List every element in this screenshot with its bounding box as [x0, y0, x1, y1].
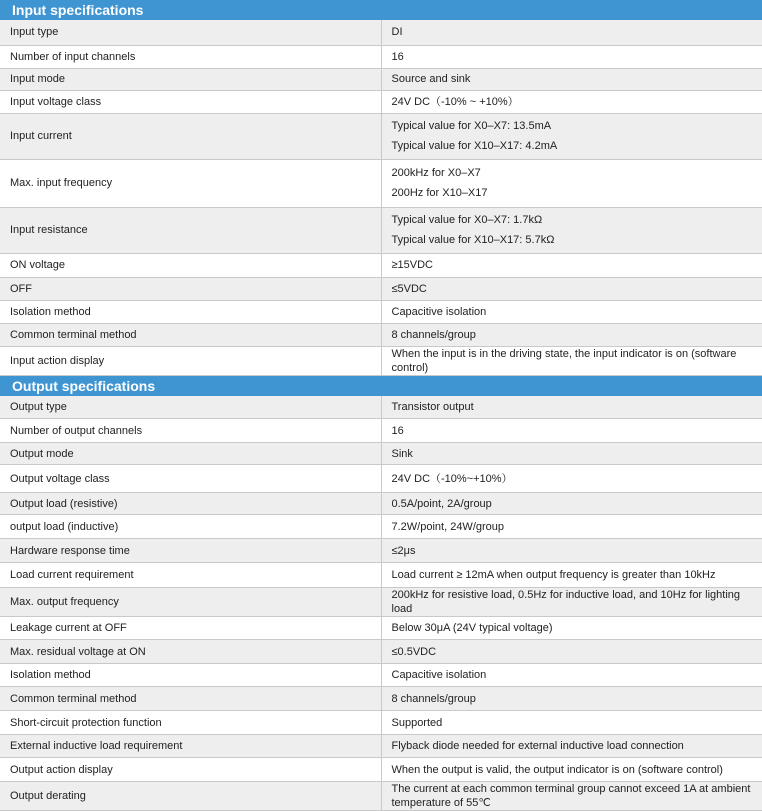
spec-value [381, 68, 762, 90]
spec-value-line: Capacitive isolation [391, 669, 487, 681]
spec-value [381, 159, 762, 207]
input-specifications-header-row [0, 0, 762, 20]
spec-value-line: Below 30μA (24V typical voltage) [391, 622, 553, 634]
spec-value [381, 113, 762, 159]
spec-label: Output load (resistive) [0, 493, 381, 515]
spec-label: Input type [0, 20, 381, 45]
spec-value-line: Typical value for X10–X17: 5.7kΩ [391, 234, 555, 246]
spec-value-line: Flyback diode needed for external inductive load connection [391, 740, 684, 752]
input-spec-row [0, 45, 762, 68]
spec-label: Max. input frequency [0, 159, 381, 207]
spec-label: Number of input channels [0, 45, 381, 68]
input-spec-row [0, 90, 762, 113]
spec-value [381, 782, 762, 811]
spec-value-line: 7.2W/point, 24W/group [391, 520, 505, 533]
spec-label: Input voltage class [0, 90, 381, 113]
spec-value-line: When the input is in the driving state, the input indicator is on (software control) [391, 347, 737, 374]
input-spec-row [0, 68, 762, 90]
spec-value-line: ≤2μs [391, 544, 416, 557]
spec-label: Input current [0, 113, 381, 159]
spec-value [381, 346, 762, 375]
spec-value [381, 711, 762, 735]
input-spec-row [0, 277, 762, 300]
spec-value-line: Supported [391, 716, 443, 729]
spec-value-line: Typical value for X10–X17: 4.2mA [391, 140, 558, 152]
input-specifications-header: Input specifications [0, 0, 762, 20]
spec-value-line: 0.5A/point, 2A/group [391, 497, 492, 510]
spec-label: Output type [0, 396, 381, 419]
output-spec-row [0, 735, 762, 758]
spec-value [381, 640, 762, 664]
spec-value [381, 515, 762, 539]
output-spec-row [0, 640, 762, 664]
spec-value [381, 90, 762, 113]
spec-value [381, 396, 762, 419]
input-spec-row [0, 300, 762, 323]
spec-label: output load (inductive) [0, 515, 381, 539]
output-spec-row [0, 563, 762, 588]
spec-value-line: 200kHz for X0–X7 [391, 167, 481, 179]
output-spec-row [0, 443, 762, 465]
spec-value-line: 16 [391, 424, 404, 437]
spec-value-line: 16 [391, 50, 404, 63]
spec-value [381, 563, 762, 588]
spec-label: Output voltage class [0, 465, 381, 493]
output-spec-row [0, 515, 762, 539]
spec-label: Input mode [0, 68, 381, 90]
spec-value [381, 588, 762, 617]
output-spec-row [0, 711, 762, 735]
spec-value-line: 24V DC（-10% ~ +10%） [391, 95, 519, 108]
spec-value-line: ≤5VDC [391, 282, 427, 295]
spec-label: Hardware response time [0, 539, 381, 563]
spec-value [381, 443, 762, 465]
input-spec-row [0, 346, 762, 375]
spec-label: Load current requirement [0, 563, 381, 588]
output-spec-row [0, 687, 762, 711]
spec-value [381, 20, 762, 45]
spec-value-line: DI [391, 26, 403, 39]
output-spec-row [0, 539, 762, 563]
input-spec-row [0, 207, 762, 253]
spec-label: Input action display [0, 346, 381, 375]
spec-value [381, 277, 762, 300]
spec-label: Max. output frequency [0, 588, 381, 617]
spec-value-line: ≤0.5VDC [391, 645, 437, 658]
output-spec-row [0, 588, 762, 617]
input-spec-row [0, 253, 762, 277]
spec-value-line: Typical value for X0–X7: 13.5mA [391, 120, 552, 132]
spec-value [381, 617, 762, 640]
spec-label: Output derating [0, 782, 381, 811]
output-spec-row [0, 419, 762, 443]
spec-value-line: Transistor output [391, 400, 474, 413]
input-spec-row [0, 159, 762, 207]
spec-label: Output action display [0, 758, 381, 782]
spec-label: Leakage current at OFF [0, 617, 381, 640]
spec-value [381, 323, 762, 346]
spec-value-line: 8 channels/group [391, 692, 476, 705]
spec-value [381, 735, 762, 758]
spec-value-line: 200Hz for X10–X17 [391, 187, 488, 199]
spec-value-line: Sink [391, 447, 413, 460]
output-spec-row [0, 782, 762, 811]
spec-value-line: ≥15VDC [391, 259, 433, 271]
output-spec-row [0, 617, 762, 640]
spec-label: External inductive load requirement [0, 735, 381, 758]
spec-label: OFF [0, 277, 381, 300]
input-spec-row [0, 323, 762, 346]
spec-value [381, 207, 762, 253]
spec-label: Common terminal method [0, 687, 381, 711]
spec-label: Max. residual voltage at ON [0, 640, 381, 664]
spec-label: Isolation method [0, 300, 381, 323]
spec-value [381, 465, 762, 493]
spec-value [381, 687, 762, 711]
output-spec-row [0, 493, 762, 515]
spec-label: ON voltage [0, 253, 381, 277]
output-spec-row [0, 465, 762, 493]
spec-label: Common terminal method [0, 323, 381, 346]
spec-value [381, 539, 762, 563]
output-spec-row [0, 396, 762, 419]
spec-value-line: 200kHz for resistive load, 0.5Hz for inductive load, and 10Hz for lighting load [391, 589, 741, 615]
spec-value-line: Capacitive isolation [391, 305, 487, 318]
spec-value-line: When the output is valid, the output indicator is on (software control) [391, 763, 723, 776]
spec-value-line: 8 channels/group [391, 328, 476, 341]
spec-value [381, 45, 762, 68]
output-specifications-header-row [0, 375, 762, 396]
spec-label: Short-circuit protection function [0, 711, 381, 735]
spec-value [381, 253, 762, 277]
spec-label: Output mode [0, 443, 381, 465]
spec-value [381, 419, 762, 443]
spec-value [381, 664, 762, 687]
spec-label: Input resistance [0, 207, 381, 253]
output-spec-row [0, 758, 762, 782]
spec-label: Isolation method [0, 664, 381, 687]
spec-value [381, 493, 762, 515]
input-spec-row [0, 113, 762, 159]
spec-value-line: The current at each common terminal group cannot exceed 1A at ambient temperature of 55℃ [391, 783, 751, 809]
input-spec-row [0, 20, 762, 45]
spec-value [381, 300, 762, 323]
output-spec-row [0, 664, 762, 687]
spec-value-line: Typical value for X0–X7: 1.7kΩ [391, 214, 543, 226]
output-specifications-header: Output specifications [0, 375, 762, 396]
spec-value-line: Source and sink [391, 73, 471, 85]
spec-value-line: Load current ≥ 12mA when output frequency is greater than 10kHz [391, 569, 716, 581]
spec-label: Number of output channels [0, 419, 381, 443]
spec-value [381, 758, 762, 782]
spec-value-line: 24V DC（-10%~+10%） [391, 472, 513, 485]
